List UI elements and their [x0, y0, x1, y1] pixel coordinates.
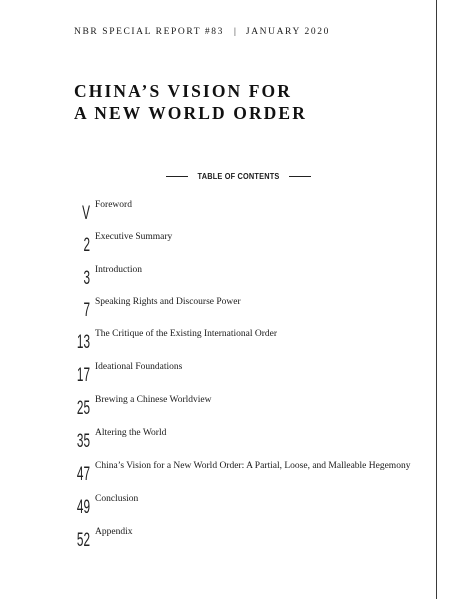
toc-page-number: V — [82, 203, 90, 224]
toc-page-number: 35 — [76, 431, 90, 452]
toc-page-number: 7 — [83, 300, 90, 321]
toc-page-number: 52 — [76, 530, 90, 551]
toc-entry-title: Conclusion — [95, 494, 139, 504]
toc-page-number: 25 — [76, 398, 90, 419]
header-separator: | — [233, 27, 236, 37]
toc-entry-altering-the-world[interactable] — [60, 428, 430, 452]
toc-heading-label: TABLE OF CONTENTS — [197, 171, 280, 181]
toc-entry-introduction[interactable] — [60, 265, 430, 289]
report-title-line-1: CHINA’S VISION FOR — [74, 81, 293, 101]
toc-entry-title: Executive Summary — [95, 232, 173, 242]
toc-entry-conclusion[interactable] — [60, 494, 430, 518]
toc-entry-title: The Critique of the Existing International Order — [95, 329, 278, 339]
report-date: JANUARY 2020 — [245, 27, 330, 37]
toc-entry-ideational-foundations[interactable] — [60, 362, 430, 386]
toc-page-number: 13 — [76, 332, 90, 353]
toc-entry-new-world-order[interactable] — [60, 461, 430, 485]
toc-page-number: 49 — [76, 497, 90, 518]
toc-entry-title: Introduction — [95, 265, 142, 275]
toc-entry-foreword[interactable] — [60, 200, 430, 224]
toc-entry-title: Foreword — [95, 200, 132, 210]
toc-entry-title: Appendix — [95, 527, 133, 537]
toc-entry-chinese-worldview[interactable] — [60, 395, 430, 419]
toc-page-number: 17 — [76, 365, 90, 386]
toc-entry-critique[interactable] — [60, 329, 430, 353]
toc-entry-title: Ideational Foundations — [95, 362, 183, 372]
report-series: NBR SPECIAL REPORT #83 — [74, 27, 224, 37]
toc-entry-executive-summary[interactable] — [60, 232, 430, 256]
report-title-line-2: A NEW WORLD ORDER — [74, 103, 307, 123]
toc-entry-title: China’s Vision for a New World Order: A Partial, Loose, and Malleable Hegemony — [95, 461, 411, 471]
toc-page-number: 2 — [83, 235, 90, 256]
toc-entry-title: Speaking Rights and Discourse Power — [95, 297, 241, 307]
toc-entry-title: Brewing a Chinese Worldview — [95, 395, 212, 405]
toc-page-number: 3 — [83, 268, 90, 289]
toc-entry-appendix[interactable] — [60, 527, 430, 551]
toc-entry-speaking-rights[interactable] — [60, 297, 430, 321]
toc-entry-title: Altering the World — [95, 428, 167, 438]
toc-page-number: 47 — [76, 464, 90, 485]
